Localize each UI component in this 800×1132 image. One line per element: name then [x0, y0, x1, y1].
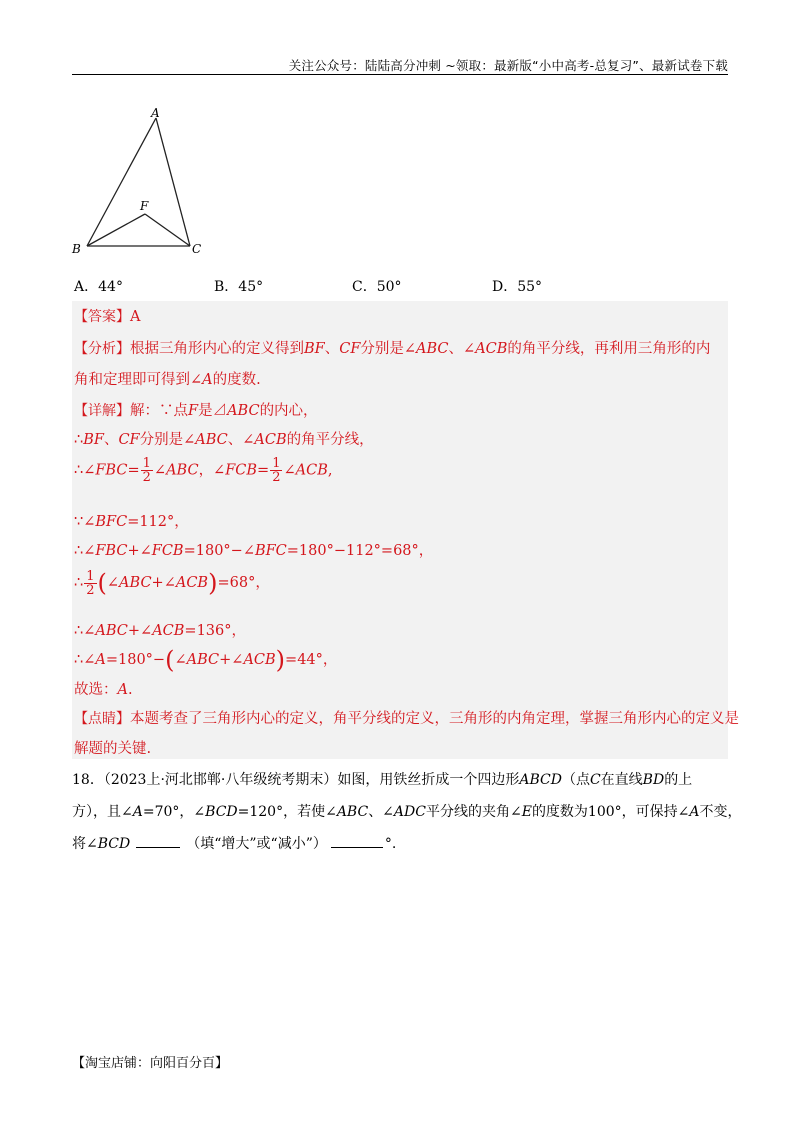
blank-degree[interactable]: [331, 835, 383, 848]
detail-line-5: ∴∠FBC+∠FCB=180°−∠BFC=180°−112°=68°，: [74, 543, 434, 559]
choice-d[interactable]: D．55°: [492, 279, 543, 295]
fraction-half: $\frac{1}{2}$: [142, 456, 151, 485]
detail-line-8: ∴∠A=180°−(∠ABC+∠ACB)=44°，: [74, 646, 338, 674]
label-b: B: [72, 242, 81, 256]
detail-line-7: ∴∠ABC+∠ACB=136°，: [74, 623, 246, 639]
triangle-diagram: [70, 104, 210, 256]
detail-line-2: ∴BF、CF分别是∠ABC、∠ACB的角平分线，: [74, 432, 374, 448]
triangle-figure: [70, 104, 210, 256]
question-18-line-2: 方），且∠A=70°，∠BCD=120°，若使∠ABC、∠ADC平分线的夹角∠E的度数为100°，可保持∠A不变，: [72, 804, 742, 820]
blank-direction[interactable]: [136, 835, 180, 848]
answer-choices: [74, 276, 674, 296]
label-f: F: [140, 199, 149, 213]
solution-box: [72, 301, 739, 759]
page-footer: [72, 1052, 228, 1071]
label-a: A: [151, 106, 160, 120]
segment-ac: [156, 118, 190, 246]
analysis-line-1: 【分析】根据三角形内心的定义得到BF、CF分别是∠ABC、∠ACB的角平分线，再利用三角形的内: [74, 341, 711, 357]
page-header: [72, 56, 728, 75]
detail-line-9: 故选：A.: [74, 682, 133, 698]
question-18-line-1: 18．（2023上·河北邯郸·八年级统考期末）如图，用铁丝折成一个四边形ABCD（点C在直线BD的上: [72, 772, 693, 788]
fraction-half: $\frac{1}{2}$: [272, 456, 281, 485]
choice-a[interactable]: A．44°: [74, 279, 123, 295]
detail-line-3: ∴∠FBC= $\frac{1}{2}$ ∠ABC，∠FCB= $\frac{1}{2}$ ∠ACB,: [74, 456, 333, 485]
choice-c[interactable]: C．50°: [352, 279, 402, 295]
question-18-line-3: 将∠BCD （填“增大”或“减小”） °.: [72, 836, 397, 852]
choice-b[interactable]: B．45°: [214, 279, 264, 295]
comment-line-1: 【点睛】本题考查了三角形内心的定义，角平分线的定义，三角形的内角定理，掌握三角形内心的定义是: [74, 711, 739, 727]
header-text: 关注公众号：陆陆高分冲刺 ~领取：最新版“小中高考-总复习”、最新试卷下载: [288, 58, 728, 73]
footer-text: 【淘宝店铺：向阳百分百】: [72, 1056, 229, 1071]
fraction-half: $\frac{1}{2}$: [86, 568, 95, 598]
analysis-line-2: 角和定理即可得到∠A的度数.: [74, 372, 261, 388]
detail-line-6: ∴ $\frac{1}{2}$ (∠ABC+∠ACB)=68°，: [74, 568, 270, 598]
comment-line-2: 解题的关键.: [74, 741, 152, 757]
label-c: C: [192, 242, 202, 256]
detail-line-4: ∵∠BFC=112°，: [74, 514, 189, 530]
detail-line-1: 【详解】解：∵点F是⊿ABC的内心，: [74, 403, 318, 419]
answer-line: 【答案】A: [74, 309, 141, 325]
